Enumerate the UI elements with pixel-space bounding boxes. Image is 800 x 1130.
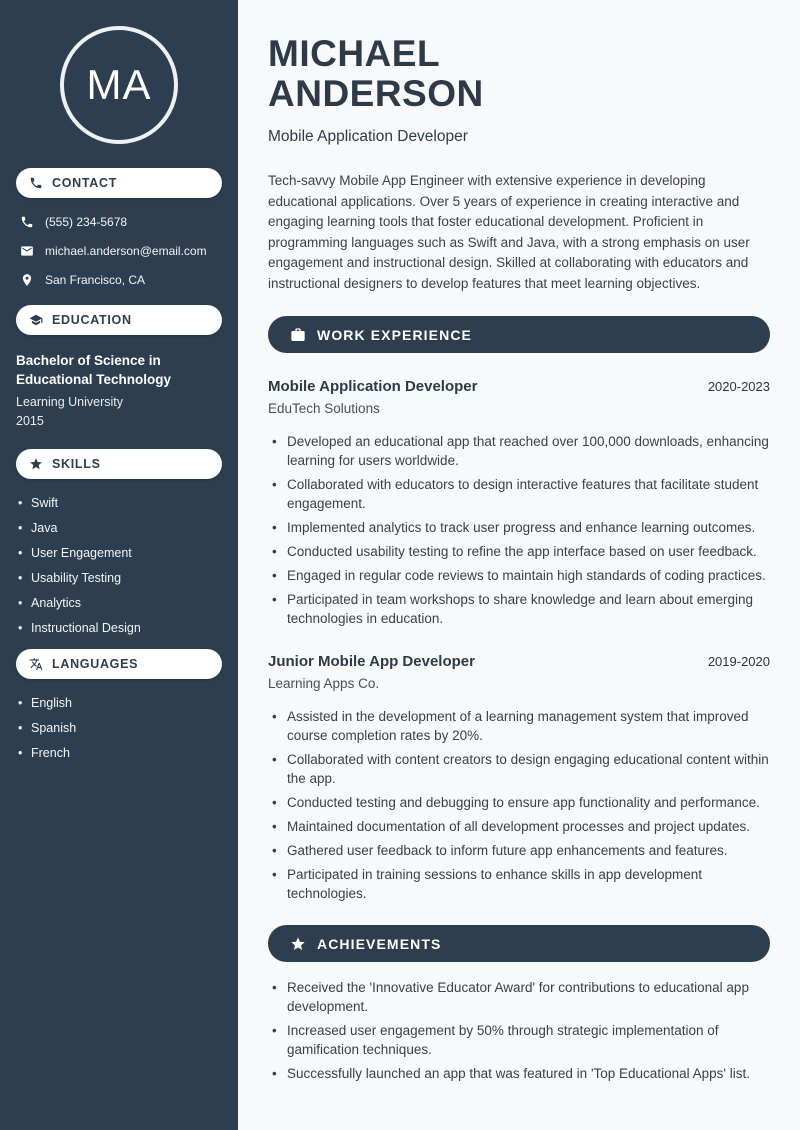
job-company: EduTech Solutions [268,401,380,417]
contact-list [0,214,238,289]
main-content [238,0,800,1130]
last-name: ANDERSON [268,72,484,114]
avatar-initials: MA [86,61,152,108]
job-entry [268,653,770,903]
achievements-list [268,978,770,1083]
job-header [268,378,770,395]
contact-item-phone [20,214,228,231]
education-school: Learning University [16,395,123,409]
star-icon [290,936,306,952]
job-bullet: • Assisted in the development of a learning management system that improved course completion rates by 20%. [272,707,770,745]
work-experience-header [268,316,770,353]
education-section-header [16,305,222,335]
job-bullet: • Engaged in regular code reviews to maintain high standards of coding practices. [272,566,770,585]
job-role: Mobile Application Developer [268,378,478,396]
job-bullet: • Participated in training sessions to enhance skills in app development technologies. [272,865,770,903]
skills-section-header [16,449,222,479]
skill-item: • Swift [18,495,228,512]
phone-icon [29,176,43,190]
contact-item-email [20,243,228,260]
job-role: Junior Mobile App Developer [268,653,475,671]
job-bullet: • Maintained documentation of all development processes and project updates. [272,817,770,836]
job-dates: 2019-2020 [707,654,770,670]
job-bullet: • Participated in team workshops to share knowledge and learn about emerging technologies in education. [272,590,770,628]
language-item: • Spanish [18,720,228,737]
job-bullet-list [268,707,770,903]
languages-section-title: LANGUAGES [52,657,139,671]
skill-item: • Analytics [18,595,228,612]
skill-item: • User Engagement [18,545,228,562]
education-block [0,351,238,431]
location-icon [20,273,34,287]
contact-email-value: michael.anderson@email.com [45,244,207,258]
languages-section-header [16,649,222,679]
skill-item: • Instructional Design [18,620,228,637]
job-bullet: • Conducted usability testing to refine the app interface based on user feedback. [272,542,770,561]
avatar [60,26,178,144]
job-bullet-list [268,432,770,628]
education-section-title: EDUCATION [52,313,132,327]
work-experience-title: WORK EXPERIENCE [317,326,472,343]
graduation-cap-icon [29,313,43,327]
job-bullet: • Collaborated with content creators to design engaging educational content within the app. [272,750,770,788]
briefcase-icon [290,327,306,343]
skill-item: • Usability Testing [18,570,228,587]
job-bullet: • Gathered user feedback to inform future app enhancements and features. [272,841,770,860]
job-company: Learning Apps Co. [268,676,380,692]
contact-location-value: San Francisco, CA [45,273,146,287]
contact-section-title: CONTACT [52,176,118,190]
job-entry [268,378,770,628]
person-name [268,34,770,113]
job-header [268,653,770,670]
phone-icon [20,215,34,229]
education-degree: Bachelor of Science in Educational Technology [16,353,172,387]
contact-item-location [20,272,228,289]
achievement-bullet: • Increased user engagement by 50% through strategic implementation of gamification techniques. [272,1021,770,1059]
skills-list [0,495,238,637]
first-name: MICHAEL [268,33,441,74]
contact-phone-value: (555) 234-5678 [45,215,128,229]
translate-icon [29,657,43,671]
achievement-bullet: • Successfully launched an app that was featured in 'Top Educational Apps' list. [272,1064,770,1083]
language-item: • French [18,745,228,762]
achievements-title: ACHIEVEMENTS [317,935,442,952]
achievements-header [268,925,770,962]
headline-job-title: Mobile Application Developer [268,128,468,146]
languages-list [0,695,238,762]
skills-section-title: SKILLS [52,457,101,471]
job-dates: 2020-2023 [707,379,770,395]
sidebar [0,0,238,1130]
language-item: • English [18,695,228,712]
star-icon [29,457,43,471]
job-bullet: • Developed an educational app that reached over 100,000 downloads, enhancing learning for users worldwide. [272,432,770,470]
skill-item: • Java [18,520,228,537]
job-bullet: • Collaborated with educators to design interactive features that facilitate student engagement. [272,475,770,513]
achievement-bullet: • Received the 'Innovative Educator Award' for contributions to educational app development. [272,978,770,1016]
email-icon [20,244,34,258]
contact-section-header [16,168,222,198]
job-bullet: • Implemented analytics to track user progress and enhance learning outcomes. [272,518,770,537]
job-bullet: • Conducted testing and debugging to ensure app functionality and performance. [272,793,770,812]
education-year: 2015 [16,414,44,428]
professional-summary: Tech-savvy Mobile App Engineer with extensive experience in developing educational applications. Over 5 years of experience in creating interactive and engaging learning tools that foster educational development. Proficient in programming languages such as Swift and Java, with a strong emphasis on user engagement and instructional design. Skilled at collaborating with educators and instructional designers to develop features that meet learning objectives. [268,173,750,291]
